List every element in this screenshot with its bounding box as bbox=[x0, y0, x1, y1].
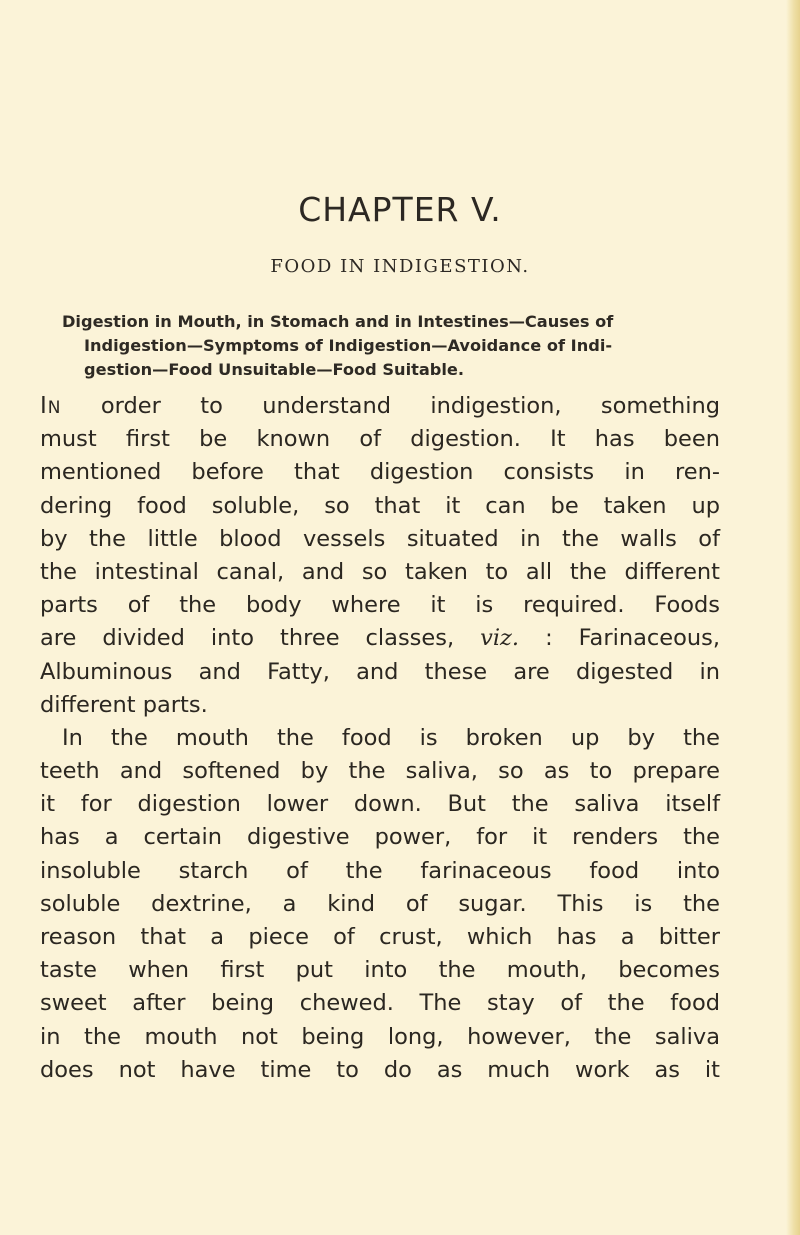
paragraph-line: reason that a piece of crust, which has a bitter bbox=[40, 924, 720, 950]
paragraph-line: In the mouth the food is broken up by the bbox=[62, 724, 720, 751]
paragraph-line: soluble dextrine, a kind of sugar. This is the bbox=[40, 890, 720, 917]
paragraph-line: IN order to understand indigestion, something bbox=[40, 393, 720, 419]
chapter-title: CHAPTER V. bbox=[298, 190, 502, 229]
paragraph-line: teeth and softened by the saliva, so as to prepare bbox=[40, 758, 720, 785]
paragraph-line: has a certain digestive power, for it renders the bbox=[40, 824, 720, 851]
paragraph-line: the intestinal canal, and so taken to all the different bbox=[40, 558, 720, 585]
opening-initial: IN bbox=[40, 393, 62, 419]
synopsis-line: Indigestion—Symptoms of Indigestion—Avoidance of Indi- bbox=[84, 336, 613, 355]
synopsis-line: Digestion in Mouth, in Stomach and in Intestines—Causes of bbox=[62, 312, 614, 331]
paragraph-line: dering food soluble, so that it can be taken up bbox=[40, 492, 720, 519]
paragraph-line: in the mouth not being long, however, the saliva bbox=[40, 1023, 720, 1050]
paragraph-line: mentioned before that digestion consists in ren- bbox=[40, 459, 720, 486]
synopsis-line: gestion—Food Unsuitable—Food Suitable. bbox=[84, 360, 465, 379]
chapter-subtitle: FOOD IN INDIGESTION. bbox=[270, 256, 530, 277]
paragraph-line: by the little blood vessels situated in the walls of bbox=[40, 525, 720, 552]
page-edge bbox=[786, 0, 800, 1235]
paragraph-line: Albuminous and Fatty, and these are digested in bbox=[40, 658, 720, 685]
paragraph-line: does not have time to do as much work as it bbox=[40, 1056, 720, 1083]
paragraph-line: taste when first put into the mouth, becomes bbox=[40, 957, 720, 984]
paragraph-line: it for digestion lower down. But the saliva itself bbox=[40, 791, 720, 818]
paragraph-line: different parts. bbox=[40, 691, 208, 718]
paragraph-line: are divided into three classes, viz. : Farinaceous, bbox=[40, 625, 720, 652]
paragraph-line: parts of the body where it is required. Foods bbox=[40, 592, 720, 619]
paragraph-line: must first be known of digestion. It has been bbox=[40, 426, 720, 453]
paragraph-line: insoluble starch of the farinaceous food into bbox=[40, 857, 720, 884]
viz-abbreviation: viz. bbox=[480, 625, 520, 652]
paragraph-line: sweet after being chewed. The stay of the food bbox=[40, 990, 720, 1017]
chapter-synopsis bbox=[62, 310, 722, 382]
body-text bbox=[40, 390, 720, 1087]
